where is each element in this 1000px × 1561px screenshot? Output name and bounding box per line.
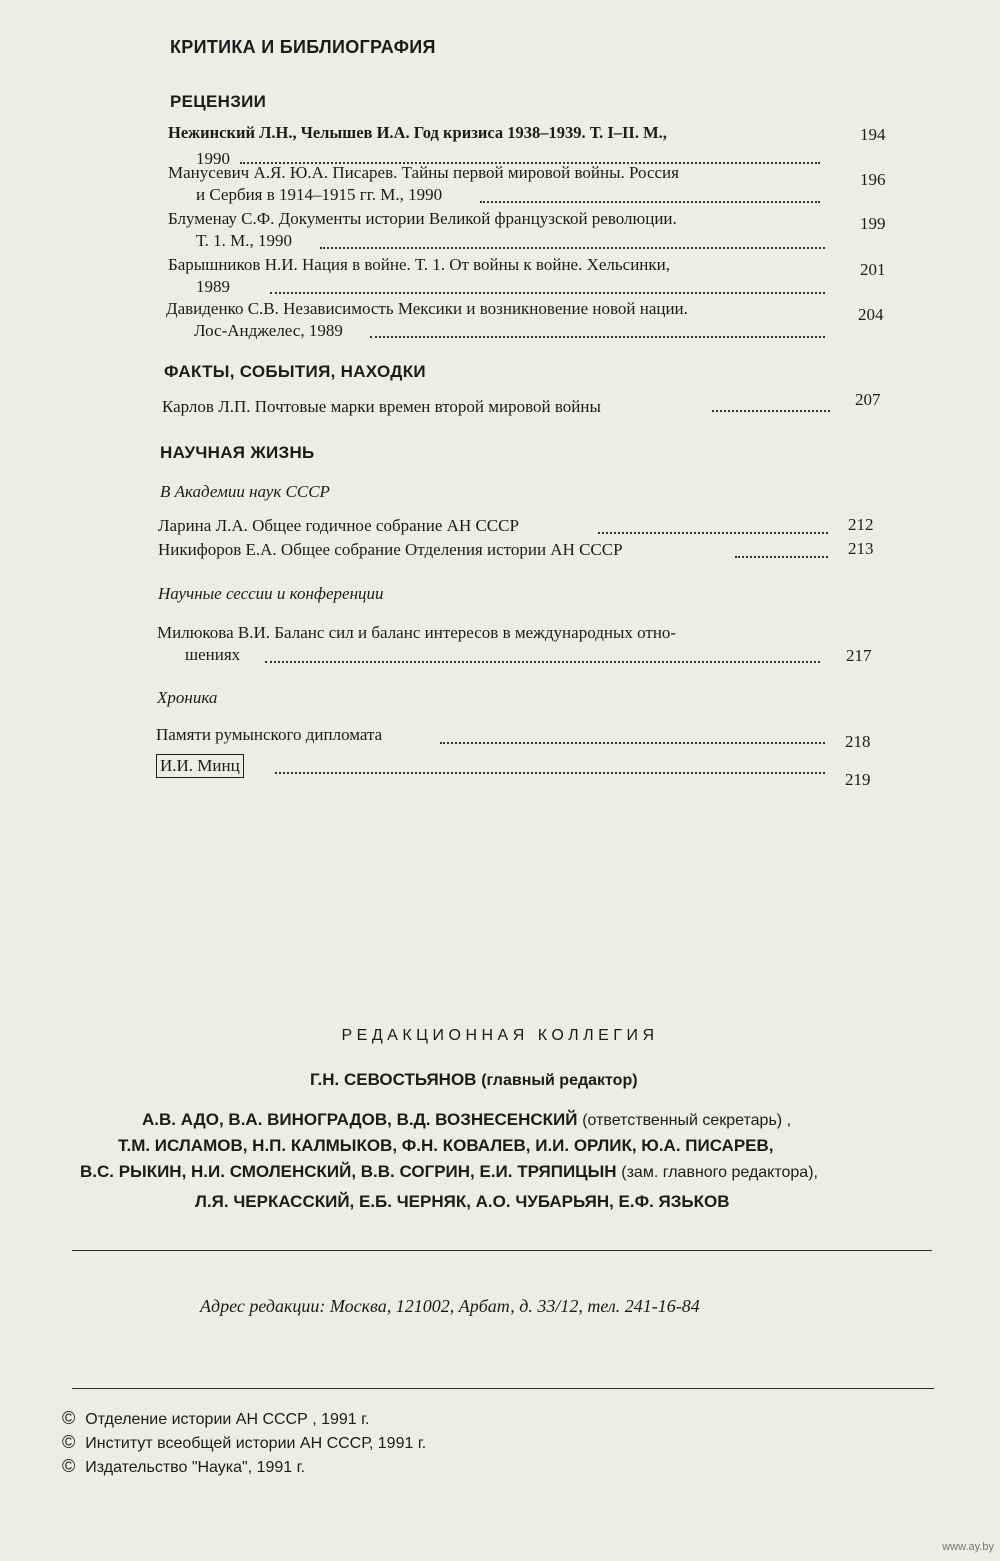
board-role: (ответственный секретарь) , [582,1112,792,1129]
board-names: А.В. АДО, В.А. ВИНОГРАДОВ, В.Д. ВОЗНЕСЕНСКИЙ [142,1110,578,1129]
page-number: 217 [846,646,872,665]
copyright-text: Отделение истории АН СССР , 1991 г. [85,1411,370,1428]
entry-line-1: И.И. Минц [156,754,244,778]
dot-leader [712,408,830,412]
page-number: 194 [860,125,886,144]
divider-bottom [72,1388,934,1389]
page-number: 201 [860,260,886,279]
divider-top [72,1250,932,1251]
copyright-icon: © [62,1456,76,1476]
section-title-facts: ФАКТЫ, СОБЫТИЯ, НАХОДКИ [164,362,426,381]
editorial-address: Адрес редакции: Москва, 121002, Арбат, д. 33/12, тел. 241-16-84 [200,1296,700,1316]
page-number: 196 [860,170,886,189]
page-number: 213 [848,539,874,558]
dot-leader [598,530,828,534]
entry-line-1: Карлов Л.П. Почтовые марки времен второй мировой войны [162,397,601,416]
page-number: 212 [848,515,874,534]
copyright-line [62,1408,369,1429]
entry-line-2: 1990 [196,149,230,168]
chief-role: (главный редактор) [481,1072,638,1089]
section-title-criticism: КРИТИКА И БИБЛИОГРАФИЯ [170,37,436,57]
entry-line-1: Блуменау С.Ф. Документы истории Великой французской революции. [168,209,677,228]
board-heading: РЕДАКЦИОННАЯ КОЛЛЕГИЯ [341,1027,659,1044]
subsection-title-academy: В Академии наук СССР [160,482,330,501]
dot-leader [440,740,825,744]
copyright-text: Издательство "Наука", 1991 г. [85,1459,305,1476]
dot-leader [370,334,825,338]
page-number: 219 [845,770,871,789]
entry-line-1: Ларина Л.А. Общее годичное собрание АН СССР [158,516,519,535]
entry-line-2: Т. 1. М., 1990 [196,231,293,250]
board-chief [310,1070,638,1090]
page-number: 218 [845,732,871,751]
entry-line-2: и Сербия в 1914–1915 гг. М., 1990 [196,185,443,204]
board-line-1 [142,1110,791,1130]
dot-leader [320,245,825,249]
dot-leader [265,659,820,663]
dot-leader [275,770,825,774]
copyright-icon: © [62,1432,76,1452]
section-title-science: НАУЧНАЯ ЖИЗНЬ [160,443,315,462]
dot-leader [480,199,820,203]
board-names: В.С. РЫКИН, Н.И. СМОЛЕНСКИЙ, В.В. СОГРИН, Е.И. ТРЯПИЦЫН [80,1162,617,1181]
page-number: 207 [855,390,881,409]
board-line-2: Т.М. ИСЛАМОВ, Н.П. КАЛМЫКОВ, Ф.Н. КОВАЛЕВ, И.И. ОРЛИК, Ю.А. ПИСАРЕВ, [118,1136,774,1155]
entry-line-1: Давиденко С.В. Независимость Мексики и возникновение новой нации. [166,299,688,318]
entry-line-1: Милюкова В.И. Баланс сил и баланс интересов в международных отно- [157,623,677,642]
subsection-title-chronicle: Хроника [157,688,218,707]
chief-name: Г.Н. СЕВОСТЬЯНОВ [310,1070,477,1089]
entry-line-2: 1989 [196,277,230,296]
entry-line-2: шениях [185,645,241,664]
entry-line-1: Никифоров Е.А. Общее собрание Отделения истории АН СССР [158,540,623,559]
entry-line-1: Манусевич А.Я. Ю.А. Писарев. Тайны первой мировой войны. Россия [168,163,679,182]
entry-line-2: Лос-Анджелес, 1989 [194,321,343,340]
page-number: 199 [860,214,886,233]
watermark: www.ay.by [942,1541,994,1553]
board-line-3 [80,1162,818,1182]
copyright-icon: © [62,1408,76,1428]
entry-line-1: Нежинский Л.Н., Челышев И.А. Год кризиса 1938–1939. Т. I–II. М., [168,123,667,142]
entry-line-1: Барышников Н.И. Нация в войне. Т. 1. От войны к войне. Хельсинки, [168,255,670,274]
page-number: 204 [858,305,884,324]
board-role: (зам. главного редактора), [621,1164,818,1181]
dot-leader [735,554,828,558]
copyright-line [62,1456,305,1477]
dot-leader [270,290,825,294]
board-line-4: Л.Я. ЧЕРКАССКИЙ, Е.Б. ЧЕРНЯК, А.О. ЧУБАРЬЯН, Е.Ф. ЯЗЬКОВ [195,1192,730,1211]
subsection-title-reviews: РЕЦЕНЗИИ [170,92,267,111]
entry-line-1: Памяти румынского дипломата [156,725,383,744]
subsection-title-sessions: Научные сессии и конференции [158,584,384,603]
copyright-line [62,1432,426,1453]
copyright-text: Институт всеобщей истории АН СССР, 1991 г. [85,1435,427,1452]
